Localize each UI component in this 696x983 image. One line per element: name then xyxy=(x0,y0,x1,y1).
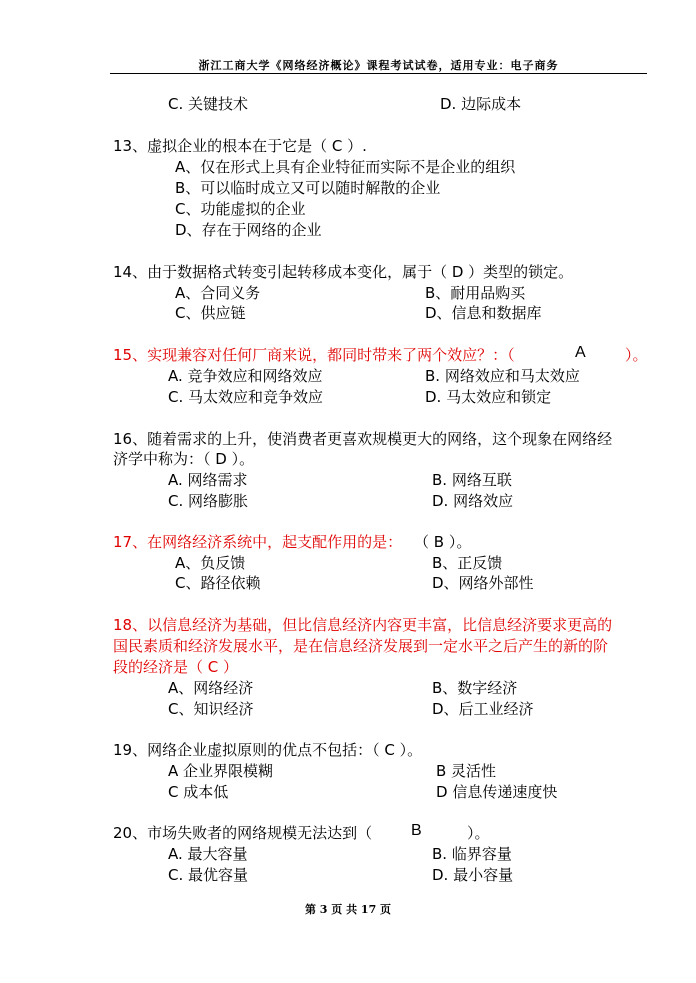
question-13-stem: 13、虚拟企业的根本在于它是（ C ）. xyxy=(113,137,367,155)
question-17-option-d: D、网络外部性 xyxy=(432,574,534,592)
question-15-option-a: A. 竞争效应和网络效应 xyxy=(168,367,323,385)
question-19-stem: 19、网络企业虚拟原则的优点不包括：（ C ）。 xyxy=(113,741,423,759)
question-14-option-a: A、合同义务 xyxy=(175,284,261,302)
question-20-stem: 20、市场失败者的网络规模无法达到（ xyxy=(113,824,373,842)
question-18-option-a: A、网络经济 xyxy=(168,679,254,697)
question-17-option-b: B、正反馈 xyxy=(432,554,503,572)
question-15-option-b: B. 网络效应和马太效应 xyxy=(425,367,580,385)
question-20-answer: B xyxy=(411,822,422,839)
header-rule xyxy=(110,73,647,74)
question-19-option-a: A 企业界限模糊 xyxy=(168,762,274,780)
question-13-option-c: C、功能虚拟的企业 xyxy=(175,200,306,218)
page-footer: 第 3 页 共 17 页 xyxy=(304,903,392,916)
question-13-option-d: D、存在于网络的企业 xyxy=(175,221,322,239)
question-20-close: ）。 xyxy=(467,824,490,842)
question-13-option-b: B、可以临时成立又可以随时解散的企业 xyxy=(175,179,441,197)
page-header: 浙江工商大学《网络经济概论》课程考试试卷，适用专业：电子商务 xyxy=(198,59,559,72)
question-16-stem-line-2: 济学中称为：（ D ）。 xyxy=(113,450,255,468)
question-13-option-a: A、仅在形式上具有企业特征而实际不是企业的组织 xyxy=(175,158,516,176)
question-14-option-c: C、供应链 xyxy=(175,304,246,322)
question-19-option-b: B 灵活性 xyxy=(436,762,497,780)
question-15-option-c: C. 马太效应和竞争效应 xyxy=(168,388,324,406)
question-17-answer-paren: （ B ）。 xyxy=(414,533,472,551)
question-16-option-d: D. 网络效应 xyxy=(432,492,514,510)
question-18-option-d: D、后工业经济 xyxy=(432,700,534,718)
question-20-option-c: C. 最优容量 xyxy=(168,866,249,884)
question-17-option-c: C、路径依赖 xyxy=(175,574,261,592)
question-17-option-a: A、负反馈 xyxy=(175,554,246,572)
question-18-option-c: C、知识经济 xyxy=(168,700,254,718)
question-16-option-b: B. 网络互联 xyxy=(432,471,512,489)
question-20-option-b: B. 临界容量 xyxy=(432,845,512,863)
question-18-option-b: B、数字经济 xyxy=(432,679,518,697)
question-18-stem-line-1: 18、以信息经济为基础，但比信息经济内容更丰富，比信息经济要求更高的 xyxy=(113,616,613,634)
question-19-option-c: C 成本低 xyxy=(168,783,229,801)
question-16-option-a: A. 网络需求 xyxy=(168,471,248,489)
question-18-stem-line-2: 国民素质和经济发展水平，是在信息经济发展到一定水平之后产生的新的阶 xyxy=(113,637,609,655)
question-15-answer: A xyxy=(575,344,586,361)
question-14-stem: 14、由于数据格式转变引起转移成本变化，属于（ D ）类型的锁定。 xyxy=(113,263,574,281)
question-20-option-d: D. 最小容量 xyxy=(432,866,514,884)
question-18-stem-line-3: 段的经济是（ C ） xyxy=(113,658,239,676)
question-16-stem-line-1: 16、随着需求的上升，使消费者更喜欢规模更大的网络，这个现象在网络经 xyxy=(113,430,613,448)
question-19-option-d: D 信息传递速度快 xyxy=(436,783,558,801)
question-14-option-b: B、耐用品购买 xyxy=(425,284,526,302)
question-15-stem: 15、实现兼容对任何厂商来说，都同时带来了两个效应？：（ xyxy=(113,346,515,364)
question-17-stem: 17、在网络经济系统中，起支配作用的是： xyxy=(113,533,403,551)
question-20-option-a: A. 最大容量 xyxy=(168,845,248,863)
carryover-option-c: C. 关键技术 xyxy=(168,95,249,113)
carryover-option-d: D. 边际成本 xyxy=(440,95,522,113)
question-15-close: ）。 xyxy=(625,346,648,364)
question-14-option-d: D、信息和数据库 xyxy=(425,304,542,322)
question-16-option-c: C. 网络膨胀 xyxy=(168,492,249,510)
question-15-option-d: D. 马太效应和锁定 xyxy=(425,388,552,406)
